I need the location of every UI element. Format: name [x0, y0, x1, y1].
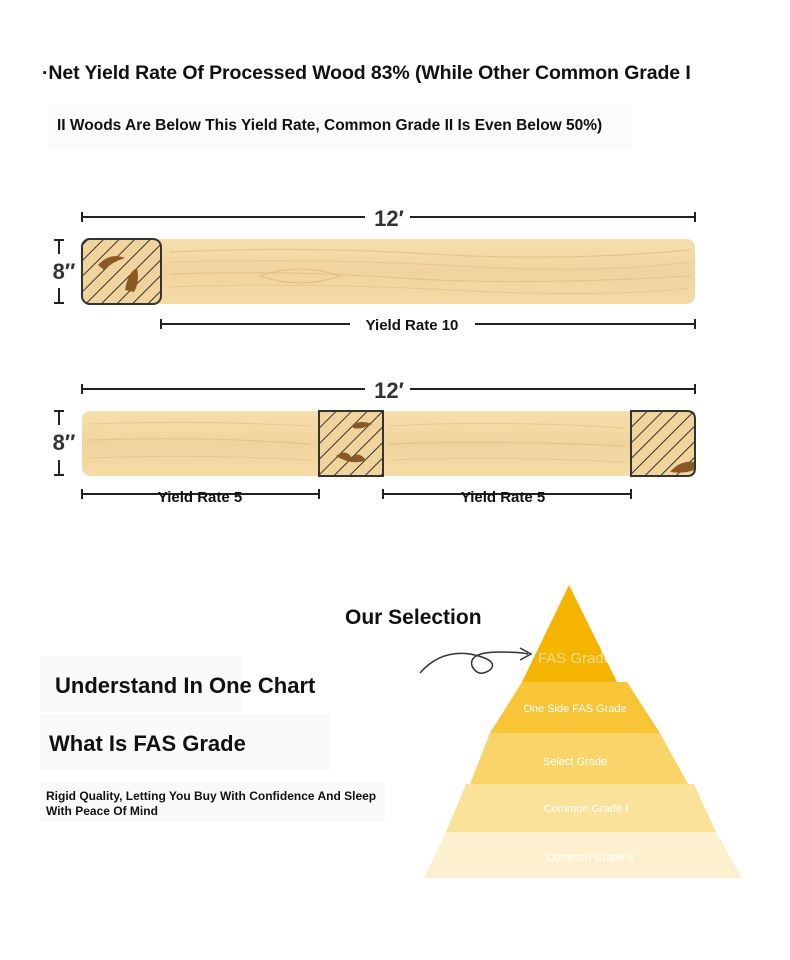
board2-yield-left-label: Yield Rate 5	[157, 489, 243, 506]
headline: ·Net Yield Rate Of Processed Wood 83% (While Other Common Grade I	[42, 62, 691, 84]
board1-yield-label: Yield Rate 10	[365, 317, 459, 334]
pyramid-level-1	[522, 585, 617, 682]
pyramid-level-label: Select Grade	[542, 755, 608, 768]
description: Rigid Quality, Letting You Buy With Confidence And Sleep With Peace Of Mind	[46, 789, 377, 818]
pyramid-level-label: FAS Grade	[537, 650, 613, 668]
board1-length-label: 12′	[374, 206, 404, 231]
our-selection-callout: Our Selection	[345, 606, 482, 629]
subline: II Woods Are Below This Yield Rate, Common Grade II Is Even Below 50%)	[57, 117, 603, 134]
pyramid-level-label: One Side FAS Grade	[523, 702, 627, 715]
board2-yield-right-label: Yield Rate 5	[460, 489, 546, 506]
fas-title: What Is FAS Grade	[49, 731, 246, 756]
board2-length-label: 12′	[374, 378, 404, 403]
board1-width-label: 8″	[52, 259, 76, 284]
board2-width-label: 8″	[52, 430, 76, 455]
chart-title: Understand In One Chart	[55, 673, 316, 698]
pyramid-level-label: Common Grade II	[546, 851, 634, 864]
pyramid-level-label: Common Grade I	[543, 802, 629, 815]
